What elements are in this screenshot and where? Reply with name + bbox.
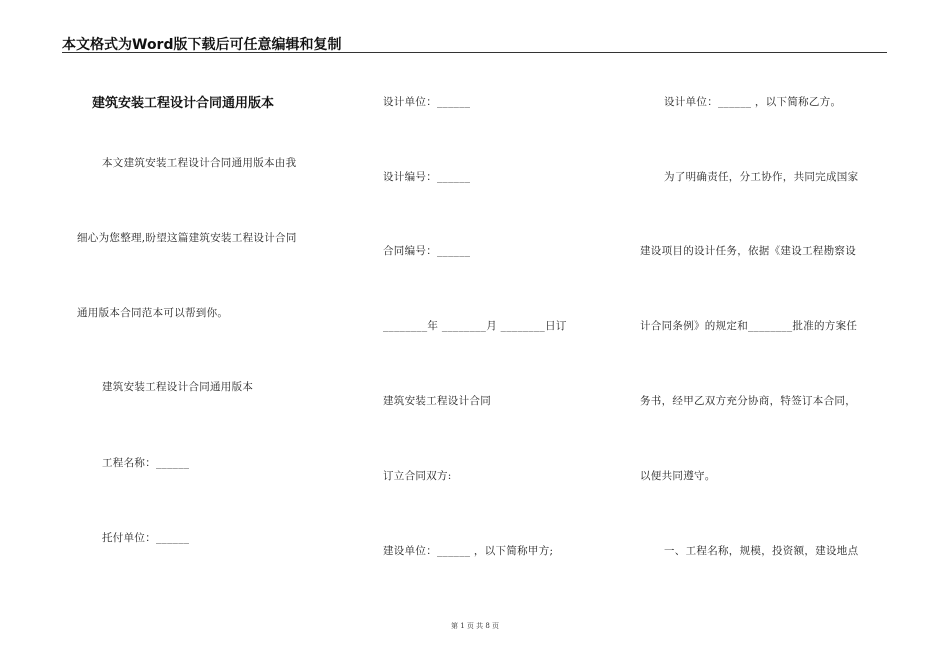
col1-line-6: 托付单位：______ [102, 532, 190, 544]
col1-line-2: 细心为您整理,盼望这篇建筑安装工程设计合同 [77, 232, 297, 244]
col2-line-1: 设计单位：______ [383, 96, 471, 108]
col3-line-4: 计合同条例》的规定和________批准的方案任 [640, 320, 858, 332]
col2-line-4: ________年 ________月 ________日订 [383, 320, 567, 332]
col2-line-5: 建筑安装工程设计合同 [383, 395, 491, 407]
col3-line-7: 一、工程名称，规模，投资额，建设地点 [664, 545, 859, 557]
col1-line-4: 建筑安装工程设计合同通用版本 [102, 381, 254, 393]
col1-line-3: 通用版本合同范本可以帮到你。 [77, 307, 229, 319]
col2-line-2: 设计编号：______ [383, 171, 471, 183]
page-footer: 第 1 页 共 8 页 [450, 622, 500, 630]
col1-line-5: 工程名称：______ [102, 457, 190, 469]
col2-line-3: 合同编号：______ [383, 245, 471, 257]
header-rule [62, 52, 887, 53]
col3-line-6: 以便共同遵守。 [640, 470, 716, 482]
col1-line-1: 本文建筑安装工程设计合同通用版本由我 [102, 157, 297, 169]
col3-line-1: 设计单位：______ ，以下简称乙方。 [664, 96, 842, 108]
document-header: 本文格式为Word版下载后可任意编辑和复制 [62, 37, 342, 53]
col3-line-2: 为了明确责任，分工协作，共同完成国家 [664, 171, 859, 183]
document-title: 建筑安装工程设计合同通用版本 [92, 96, 275, 111]
col2-line-6: 订立合同双方: [383, 470, 452, 482]
col3-line-3: 建设项目的设计任务，依据《建设工程勘察设 [640, 245, 856, 257]
col2-line-7: 建设单位：______ ，以下简称甲方; [383, 545, 554, 557]
col3-line-5: 务书，经甲乙双方充分协商，特签订本合同， [640, 395, 856, 407]
